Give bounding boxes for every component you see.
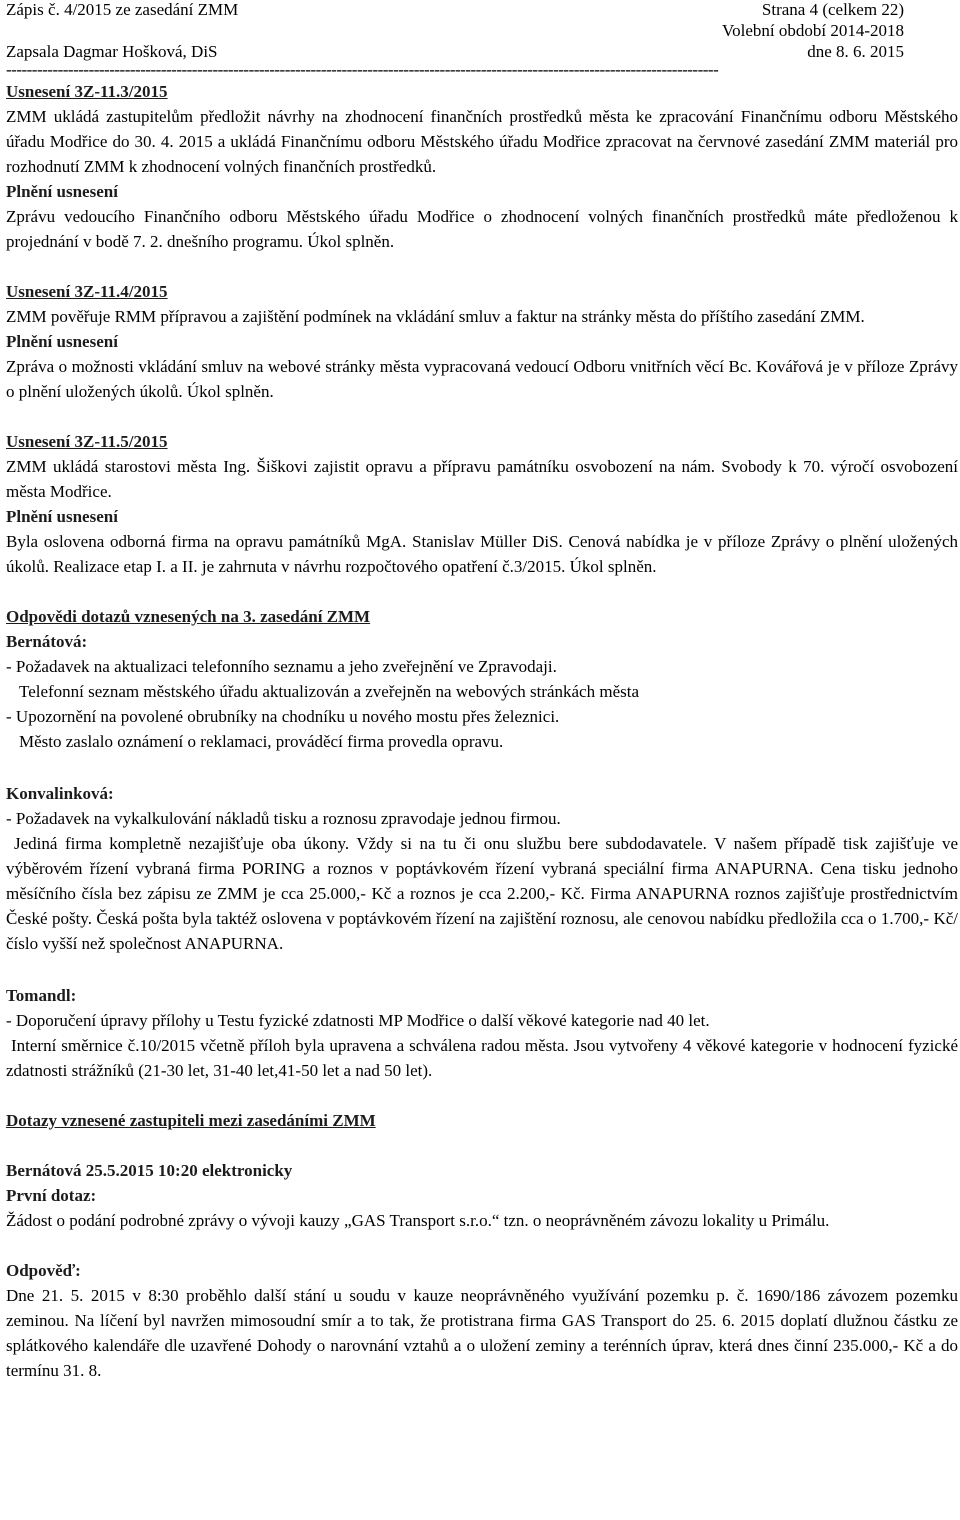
fulfillment-text: Zpráva o možnosti vkládání smluv na webové stránky města vypracovaná vedoucí Odboru vnitřních věcí Bc. Kovářová je v příloze Zprávy o plnění uložených úkolů. Úkol splněn. — [6, 357, 958, 401]
answers-heading: Odpovědi dotazů vznesených na 3. zasedání ZMM — [6, 607, 371, 626]
author-info: Zapsala Dagmar Hošková, DiS — [6, 42, 218, 61]
document-title: Zápis č. 4/2015 ze zasedání ZMM — [6, 0, 239, 19]
reply-text: Jediná firma kompletně nezajišťuje oba úkony. Vždy si na tu či onu službu bere subdodavatele. V našem případě tisk zajišťuje ve výběrovém řízení vybraná firma PORING a roznos v poptávkovém řízení vybraná speciální firma ANAPURNA. Cena tisku jednoho měsíčního čísla bez zápisu ze ZMM je cca 25.000,- Kč a roznos je cca 2.200,- Kč. Firma ANAPURNA roznos zajišťuje prostřednictvím České pošty. Česká pošta byla taktéž oslovena v poptávkovém řízení na zajištění roznosu, ale cenovou nabídku předložila cca o 1.700,- Kč/číslo vyšší než společnost ANAPURNA. — [6, 834, 958, 953]
term-info: Volební období 2014-2018 — [722, 21, 904, 40]
header-row-1 — [6, 0, 958, 20]
questions-section — [6, 1108, 958, 1383]
fulfillment-label: Plnění usnesení — [6, 182, 118, 201]
fulfillment-text: Zprávu vedoucího Finančního odboru Městského úřadu Modřice o zhodnocení volných finančních prostředků máte předloženou k projednání v bodě 7. 2. dnešního programu. Úkol splněn. — [6, 207, 958, 251]
question-text: Žádost o podání podrobné zprávy o vývoji kauzy „GAS Transport s.r.o.“ tzn. o neoprávněném závozu lokality u Primálu. — [6, 1211, 830, 1230]
request-item: - Doporučení úpravy přílohy u Testu fyzické zdatnosti MP Modřice o další věkové kategorie nad 40 let. — [6, 1011, 710, 1030]
resolution-block — [6, 279, 958, 404]
reply-item: Telefonní seznam městského úřadu aktualizován a zveřejněn na webových stránkách města — [19, 682, 640, 701]
document-page — [6, 0, 958, 1383]
date-info: dne 8. 6. 2015 — [807, 42, 904, 61]
entry-title: Bernátová 25.5.2015 10:20 elektronicky — [6, 1161, 293, 1180]
answer-text: Dne 21. 5. 2015 v 8:30 proběhlo další stání u soudu v kauze neoprávněného využívání pozemku p. č. 1690/186 závozem pozemku zeminou. Na líčení byl navržen mimosoudní smír a to tak, že protistrana firma GAS Transport do 25. 6. 2015 doplatí dlužnou částku ze splátkového kalendáře dle uzavřené Dohody o narovnání vztahů a o uložení zeminy a terénních úprav, která dnes činní 235.000,- Kč a do termínu 31. 8. — [6, 1286, 958, 1380]
reply-item — [6, 1033, 958, 1083]
answers-section — [6, 604, 958, 1083]
header-row-3 — [6, 41, 958, 62]
resolution-block — [6, 79, 958, 254]
question-label: První dotaz: — [6, 1186, 97, 1205]
speaker-name: Bernátová: — [6, 632, 88, 651]
speaker-name: Tomandl: — [6, 986, 77, 1005]
reply-text: Interní směrnice č.10/2015 včetně příloh byla upravena a schválena radou města. Jsou vytvořeny 4 věkové kategorie v hodnocení fyzické zdatnosti strážníků (21-30 let, 31-40 let,41-50 let a nad 50 let). — [6, 1036, 958, 1080]
reply-item — [6, 831, 958, 956]
header-row-2 — [6, 20, 958, 41]
answer-label: Odpověď: — [6, 1261, 81, 1280]
request-item: - Požadavek na aktualizaci telefonního seznamu a jeho zveřejnění ve Zpravodaji. — [6, 657, 557, 676]
reply-item: Město zaslalo oznámení o reklamaci, prováděcí firma provedla opravu. — [19, 732, 504, 751]
questions-heading: Dotazy vznesené zastupiteli mezi zasedáními ZMM — [6, 1111, 376, 1130]
request-item: - Upozornění na povolené obrubníky na chodníku u nového mostu přes železnici. — [6, 707, 560, 726]
resolution-text: ZMM ukládá starostovi města Ing. Šiškovi zajistit opravu a přípravu památníku osvobození na nám. Svobody k 70. výročí osvobození města Modřice. — [6, 457, 958, 501]
resolution-block — [6, 429, 958, 579]
resolution-text: ZMM ukládá zastupitelům předložit návrhy na zhodnocení finančních prostředků města ke zpracování Finančnímu odboru Městského úřadu Modřice do 30. 4. 2015 a ukládá Finančnímu odboru Městského úřadu Modřice zpracovat na červnové zasedání ZMM materiál pro rozhodnutí ZMM k zhodnocení volných finančních prostředků. — [6, 107, 958, 176]
header-separator: ------------------------------------------------------------------------------------------------------------------------------------------ — [6, 62, 719, 79]
request-item: - Požadavek na vykalkulování nákladů tisku a roznosu zpravodaje jednou firmou. — [6, 809, 561, 828]
resolution-text: ZMM pověřuje RMM přípravou a zajištění podmínek na vkládání smluv a faktur na stránky města do příštího zasedání ZMM. — [6, 307, 865, 326]
resolution-title: Usnesení 3Z-11.4/2015 — [6, 282, 168, 301]
fulfillment-text: Byla oslovena odborná firma na opravu památníků MgA. Stanislav Müller DiS. Cenová nabídka je v příloze Zprávy o plnění uložených úkolů. Realizace etap I. a II. je zahrnuta v návrhu rozpočtového opatření č.3/2015. Úkol splněn. — [6, 532, 958, 576]
resolution-title: Usnesení 3Z-11.3/2015 — [6, 82, 168, 101]
fulfillment-label: Plnění usnesení — [6, 507, 118, 526]
speaker-name: Konvalinková: — [6, 784, 114, 803]
page-info: Strana 4 (celkem 22) — [761, 0, 904, 19]
fulfillment-label: Plnění usnesení — [6, 332, 118, 351]
resolution-title: Usnesení 3Z-11.5/2015 — [6, 432, 168, 451]
